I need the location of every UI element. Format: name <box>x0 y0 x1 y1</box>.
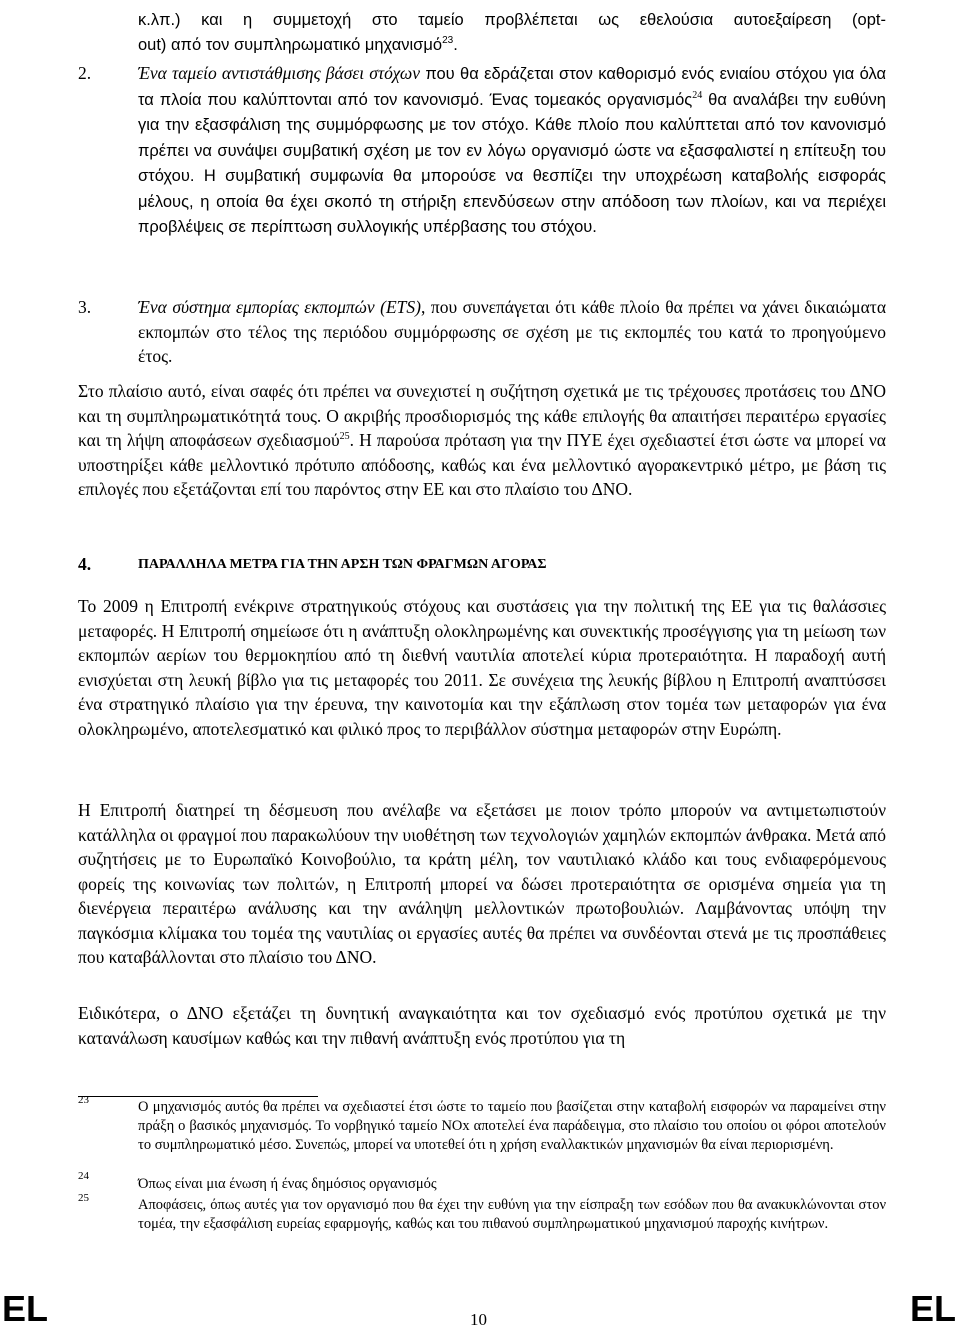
footnote-25-text: Αποφάσεις, όπως αυτές για τον οργανισμό που θα έχει την ευθύνη για την είσπραξη των εσόδων που θα ανακυκλώνονται στον τομέα, την εξασφάλιση ευρείας εφαρμογής, καθώς και του πιθανού συμπληρωματικού μηχανισμού παροχής κινήτρων. <box>138 1197 886 1232</box>
footer-language-left: EL <box>2 1288 49 1329</box>
intro-text <box>138 8 886 57</box>
paragraph-2: Το 2009 η Επιτροπή ενέκρινε στρατηγικούς στόχους και συστάσεις για την πολιτική της ΕΕ για τις θαλάσσιες μεταφορές. Η Επιτροπή σημείωσε ότι η ανάπτυξη ολοκληρωμένης και συνεκτικής προσέγγισης για τη μείωση των εκπομπών αερίων του θερμοκηπίου από τη διεθνή ναυτιλία αποτελεί κύρια προτεραιότητα. Η παραδοχή αυτή ενισχύεται στη λευκή βίβλο για τις μεταφορές του 2011. Σε συνέχεια της λευκής βίβλου η Επιτροπή αναπτύσσει ένα στρατηγικό πλαίσιο για την έρευνα, την καινοτομία και την εξάπλωση στον τομέα των μεταφορών για ένα ολοκληρωμένο, αποτελεσματικό και φιλικό προς το περιβάλλον σύστημα μεταφορών στην Ευρώπη. <box>78 596 886 739</box>
footnote-23-number: 23 <box>78 1094 89 1106</box>
paragraph-1-b: . Η παρούσα πρόταση για την ΠΥΕ έχει σχεδιαστεί έτσι ώστε να μπορεί να υποστηρίξει κάθε μελλοντικό πρότυπο απόδοσης, καθώς και ένα μελλοντικό αγορακεντρικό μέτρο, με βάση τις επιλογές που εξετάζονται επί του παρόντος στην ΕΕ και στο πλαίσιο του ΔΝΟ. <box>78 430 886 499</box>
item-2-italic: Ένα ταμείο αντιστάθμισης βάσει στόχων <box>138 63 420 83</box>
section-4-number: 4. <box>78 554 92 574</box>
item-2-text <box>138 61 886 240</box>
section-4-title: ΠΑΡΑΛΛΗΛΑ ΜΕΤΡΑ ΓΙΑ ΤΗΝ ΑΡΣΗ ΤΩΝ ΦΡΑΓΜΩΝ ΑΓΟΡΑΣ <box>138 557 547 572</box>
item-2-body-b: Ένας τομεακός οργανισμός <box>489 90 693 109</box>
footnote-ref-23[interactable]: 23 <box>442 34 454 46</box>
footnote-ref-24[interactable]: 24 <box>692 89 703 101</box>
footnote-24-text: Όπως είναι μια ένωση ή ένας δημόσιος οργανισμός <box>138 1176 437 1192</box>
item-3-number: 3. <box>78 297 92 317</box>
footnote-separator <box>78 1096 318 1097</box>
footnote-ref-25[interactable]: 25 <box>339 431 350 442</box>
footnote-25-number: 25 <box>78 1192 89 1204</box>
intro-line-2: out) από τον συμπληρωματικό μηχανισμό <box>138 35 443 54</box>
paragraph-1 <box>78 379 886 502</box>
item-3-body: , που συνεπάγεται ότι κάθε πλοίο θα πρέπει να χάνει δικαιώματα εκπομπών στο τέλος της περιόδου συμμόρφωσης σε σχέση με τις εκπομπές του κατά το προηγούμενο έτος. <box>138 297 887 366</box>
footnote-23-text: Ο μηχανισμός αυτός θα πρέπει να σχεδιαστεί έτσι ώστε το ταμείο που βασίζεται στην καταβολή εισφορών να παραμείνει στην πράξη ο βασικός μηχανισμός. Το νορβηγικό ταμείο NOx αποτελεί ένα παράδειγμα, στο πλαίσιο του οποίου οι φόροι αποτελούν το συμπληρωματικό μέσο. Συνεπώς, μπορεί να υποτεθεί ότι η χρήση εναλλακτικών μηχανισμών θα είναι περιορισμένη. <box>138 1099 886 1153</box>
intro-line-2-end: . <box>453 35 458 54</box>
page-number: 10 <box>470 1310 487 1329</box>
item-2-number: 2. <box>78 63 92 83</box>
paragraph-4: Ειδικότερα, ο ΔΝΟ εξετάζει τη δυνητική αναγκαιότητα και τον σχεδιασμό ενός προτύπου σχετικά με την κατανάλωση καυσίμων καθώς και την πιθανή ανάπτυξη ενός προτύπου για τη <box>78 1003 886 1048</box>
item-3-text <box>138 295 886 369</box>
footnote-24-number: 24 <box>78 1170 89 1182</box>
item-3-italic: Ένα σύστημα εμπορίας εκπομπών (ETS) <box>138 297 421 317</box>
paragraph-1-a: Στο πλαίσιο αυτό, είναι σαφές ότι πρέπει να συνεχιστεί η συζήτηση σχετικά με τις τρέχουσες προτάσεις του ΔΝΟ και τη συμπληρωματικότητά τους. Ο ακριβής προσδιορισμός της κάθε επιλογής θα απαιτήσει περαιτέρω εργασίες και τη λήψη αποφάσεων σχεδιασμού <box>78 381 886 450</box>
item-2-body-a: που θα εδράζεται στον καθορισμό ενός ενιαίου στόχου για όλα τα πλοία που καλύπτονται από τον κανονισμό. <box>138 65 887 109</box>
item-2-body-c: θα αναλάβει την ευθύνη για την εξασφάλιση της συμμόρφωσης με τον στόχο. Κάθε πλοίο που καλύπτεται από τον κανονισμό πρέπει να συνάψει συμβατική σχέση με τον εν λόγω οργανισμό ώστε να εξασφαλιστεί η επίτευξη του στόχου. Η συμβατική συμφωνία θα μπορούσε να θεσπίζει την υποχρέωση καταβολής εισφοράς μέλους, η οποία θα έχει σκοπό τη στήριξη επενδύσεων στην απόδοση των πλοίων, και να περιέχει προβλέψεις σε περίπτωση συλλογικής υπέρβασης του στόχου. <box>138 90 886 236</box>
paragraph-3: Η Επιτροπή διατηρεί τη δέσμευση που ανέλαβε να εξετάσει με ποιον τρόπο μπορούν να αντιμετωπιστούν κατάλληλα οι φραγμοί που παρακωλύουν την υιοθέτηση των τεχνολογιών χαμηλών εκπομπών άνθρακα. Μετά από συζητήσεις με το Ευρωπαϊκό Κοινοβούλιο, τα κράτη μέλη, τον ναυτιλιακό κλάδο και τους ενδιαφερόμενους φορείς της κοινωνίας των πολιτών, η Επιτροπή μπορεί να δώσει προτεραιότητα σε ορισμένα σημεία για τη διενέργεια περαιτέρω ανάλυσης και την ανάληψη μελλοντικών πρωτοβουλιών. Λαμβάνοντας υπόψη την παγκόσμια κλίμακα του τομέα της ναυτιλίας οι εργασίες αυτές θα πρέπει να συνδέονται στενά με τις προσπάθειες που καταβάλλονται στο πλαίσιο του ΔΝΟ. <box>78 800 887 967</box>
footer-language-right: EL <box>909 1288 956 1329</box>
intro-line-1: κ.λπ.) και η συμμετοχή στο ταμείο προβλέπεται ως εθελούσια αυτοεξαίρεση (opt- <box>138 11 886 29</box>
